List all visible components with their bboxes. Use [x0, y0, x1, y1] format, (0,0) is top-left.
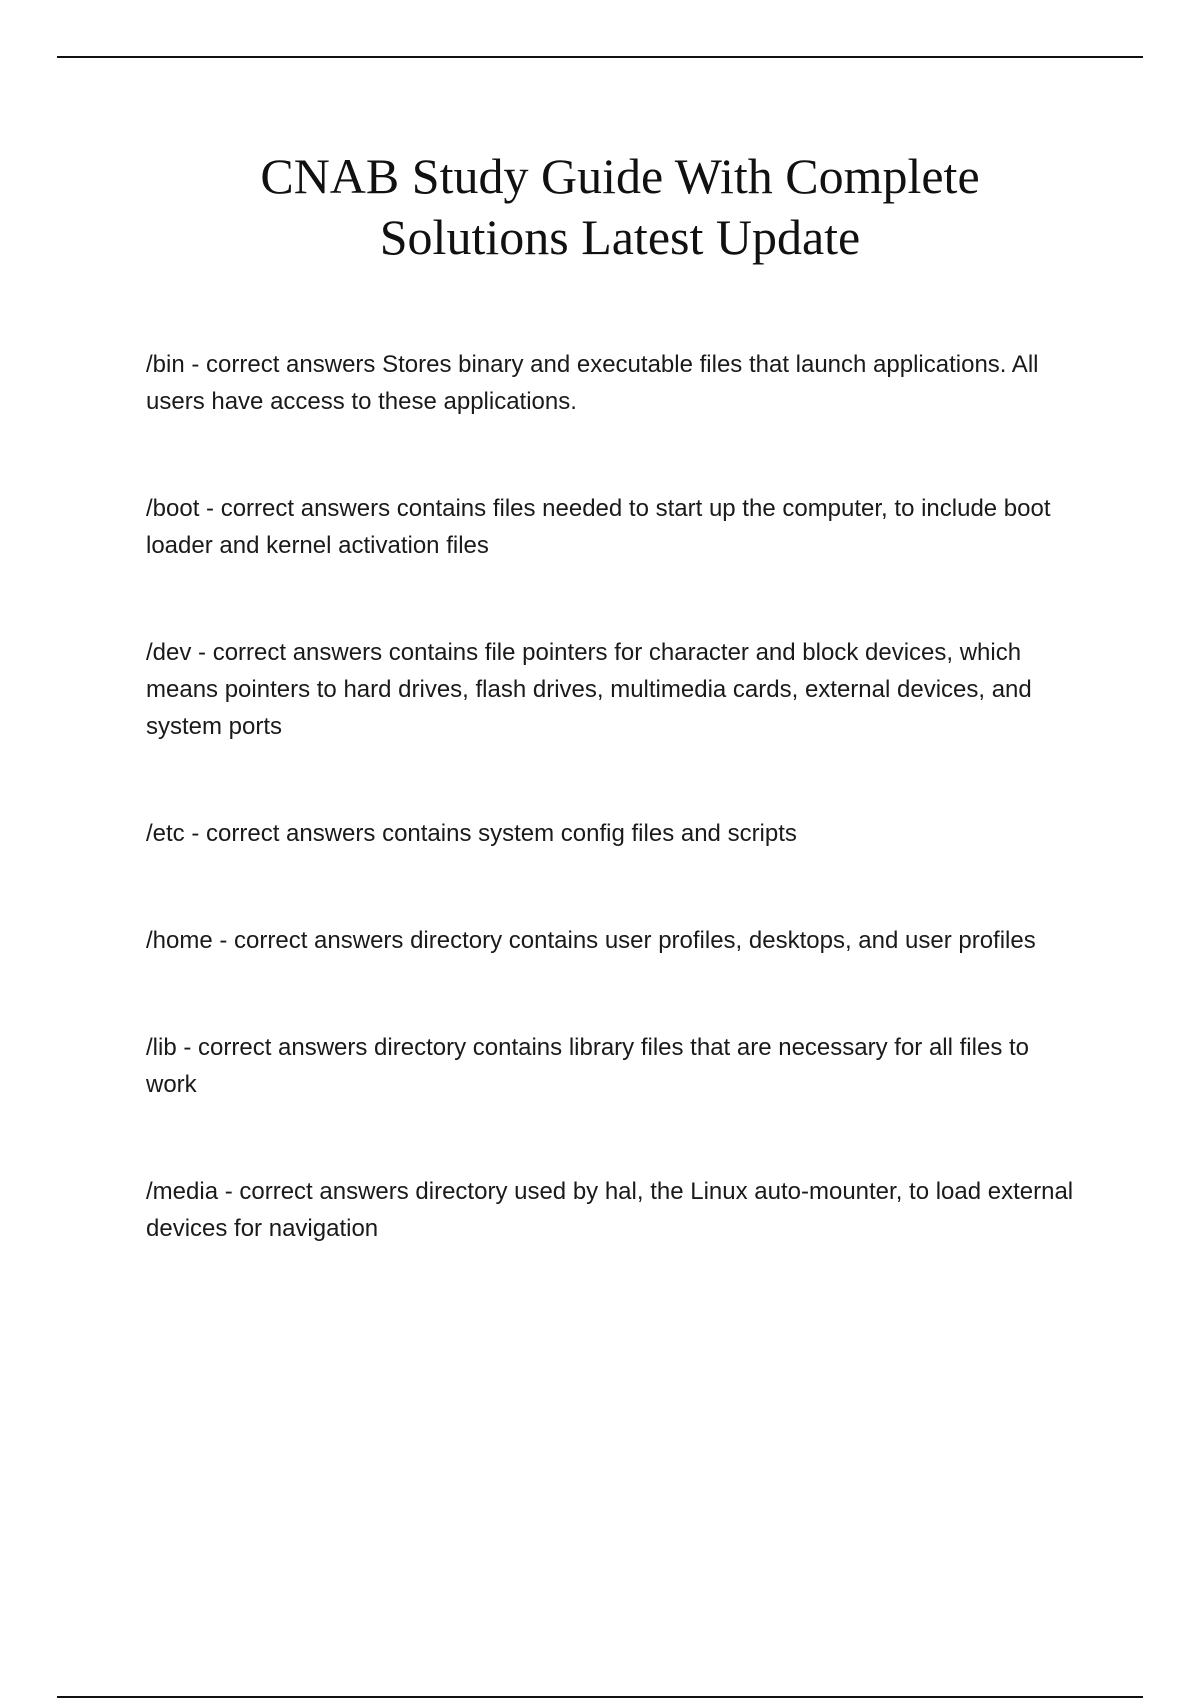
entry-etc: /etc - correct answers contains system config files and scripts	[146, 820, 797, 847]
entry-bin: /bin - correct answers Stores binary and executable files that launch applications. All users have access to these applications.	[146, 351, 1039, 415]
entry-media: /media - correct answers directory used by hal, the Linux auto-mounter, to load external devices for navigation	[146, 1178, 1074, 1242]
entry-boot: /boot - correct answers contains files needed to start up the computer, to include boot loader and kernel activation files	[146, 495, 1051, 559]
document-title: CNAB Study Guide With Complete Solutions Latest Update	[260, 148, 980, 265]
header-divider	[57, 56, 1143, 58]
entry-dev: /dev - correct answers contains file pointers for character and block devices, which means pointers to hard drives, flash drives, multimedia cards, external devices, and system ports	[146, 639, 1032, 740]
entry-home: /home - correct answers directory contains user profiles, desktops, and user profiles	[146, 927, 1036, 954]
entry-lib: /lib - correct answers directory contains library files that are necessary for all files to work	[146, 1034, 1029, 1098]
entry-list	[146, 346, 1086, 1317]
footer-divider	[57, 1696, 1143, 1698]
